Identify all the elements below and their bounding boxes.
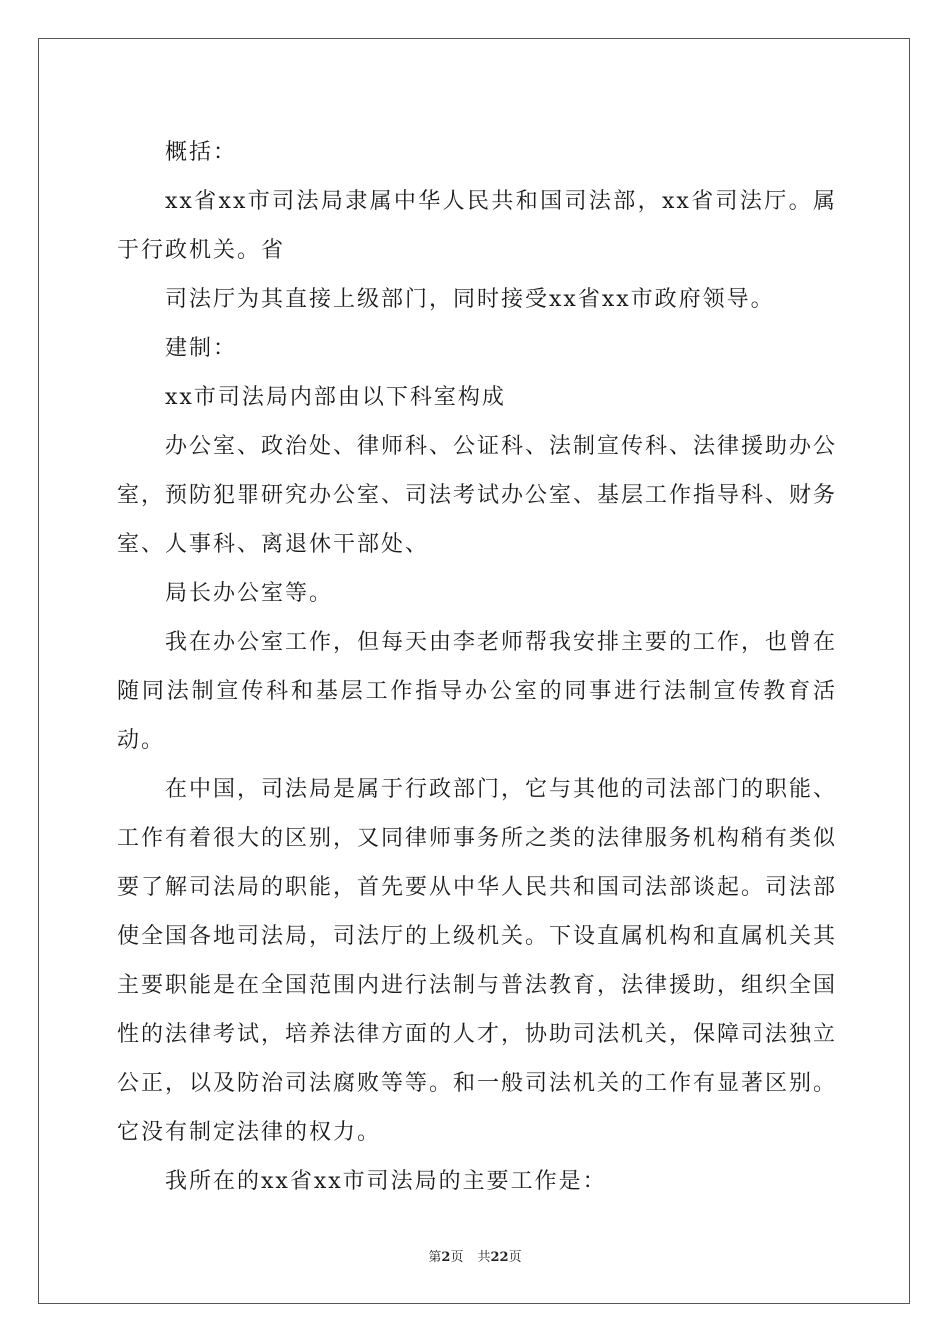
total-suffix: 页 xyxy=(508,1250,522,1265)
paragraph-main-work: 我所在的xx省xx市司法局的主要工作是： xyxy=(165,1169,607,1194)
document-body xyxy=(117,128,837,1206)
page-total: 22 xyxy=(490,1250,509,1265)
page-current: 2 xyxy=(441,1250,451,1265)
paragraph-structure-intro: xx市司法局内部由以下科室构成 xyxy=(165,385,506,410)
total-prefix: 共 xyxy=(477,1250,491,1265)
page-prefix: 第 xyxy=(428,1250,442,1265)
page-suffix: 页 xyxy=(450,1250,464,1265)
paragraph-my-work: 我在办公室工作，但每天由李老师帮我安排主要的工作，也曾在随同法制宣传科和基层工作指导办公室的同事进行法制宣传教育活动。 xyxy=(117,630,838,753)
paragraph-bureau-functions: 在中国，司法局是属于行政部门，它与其他的司法部门的职能、工作有着很大的区别，又同律师事务所之类的法律服务机构稍有类似要了解司法局的职能，首先要从中华人民共和国司法部谈起。司法部使全国各地司法局，司法厅的上级机关。下设直属机构和直属机关其主要职能是在全国范围内进行法制与普法教育，法律援助，组织全国性的法律考试，培养法律方面的人才，协助司法机关，保障司法独立公正，以及防治司法腐败等等。和一般司法机关的工作有显著区别。它没有制定法律的权力。 xyxy=(117,777,838,1145)
paragraph-affiliation: xx省xx市司法局隶属中华人民共和国司法部，xx省司法厅。属于行政机关。省 xyxy=(117,189,837,263)
paragraph-summary-heading: 概括： xyxy=(165,140,238,165)
paragraph-departments: 办公室、政治处、律师科、公证科、法制宣传科、法律援助办公室，预防犯罪研究办公室、司法考试办公室、基层工作指导科、财务室、人事科、离退休干部处、 xyxy=(117,434,838,557)
paragraph-structure-heading: 建制： xyxy=(165,336,238,361)
page-footer xyxy=(0,1246,950,1265)
paragraph-director-office: 局长办公室等。 xyxy=(165,581,334,606)
paragraph-superior: 司法厅为其直接上级部门，同时接受xx省xx市政府领导。 xyxy=(165,287,775,312)
